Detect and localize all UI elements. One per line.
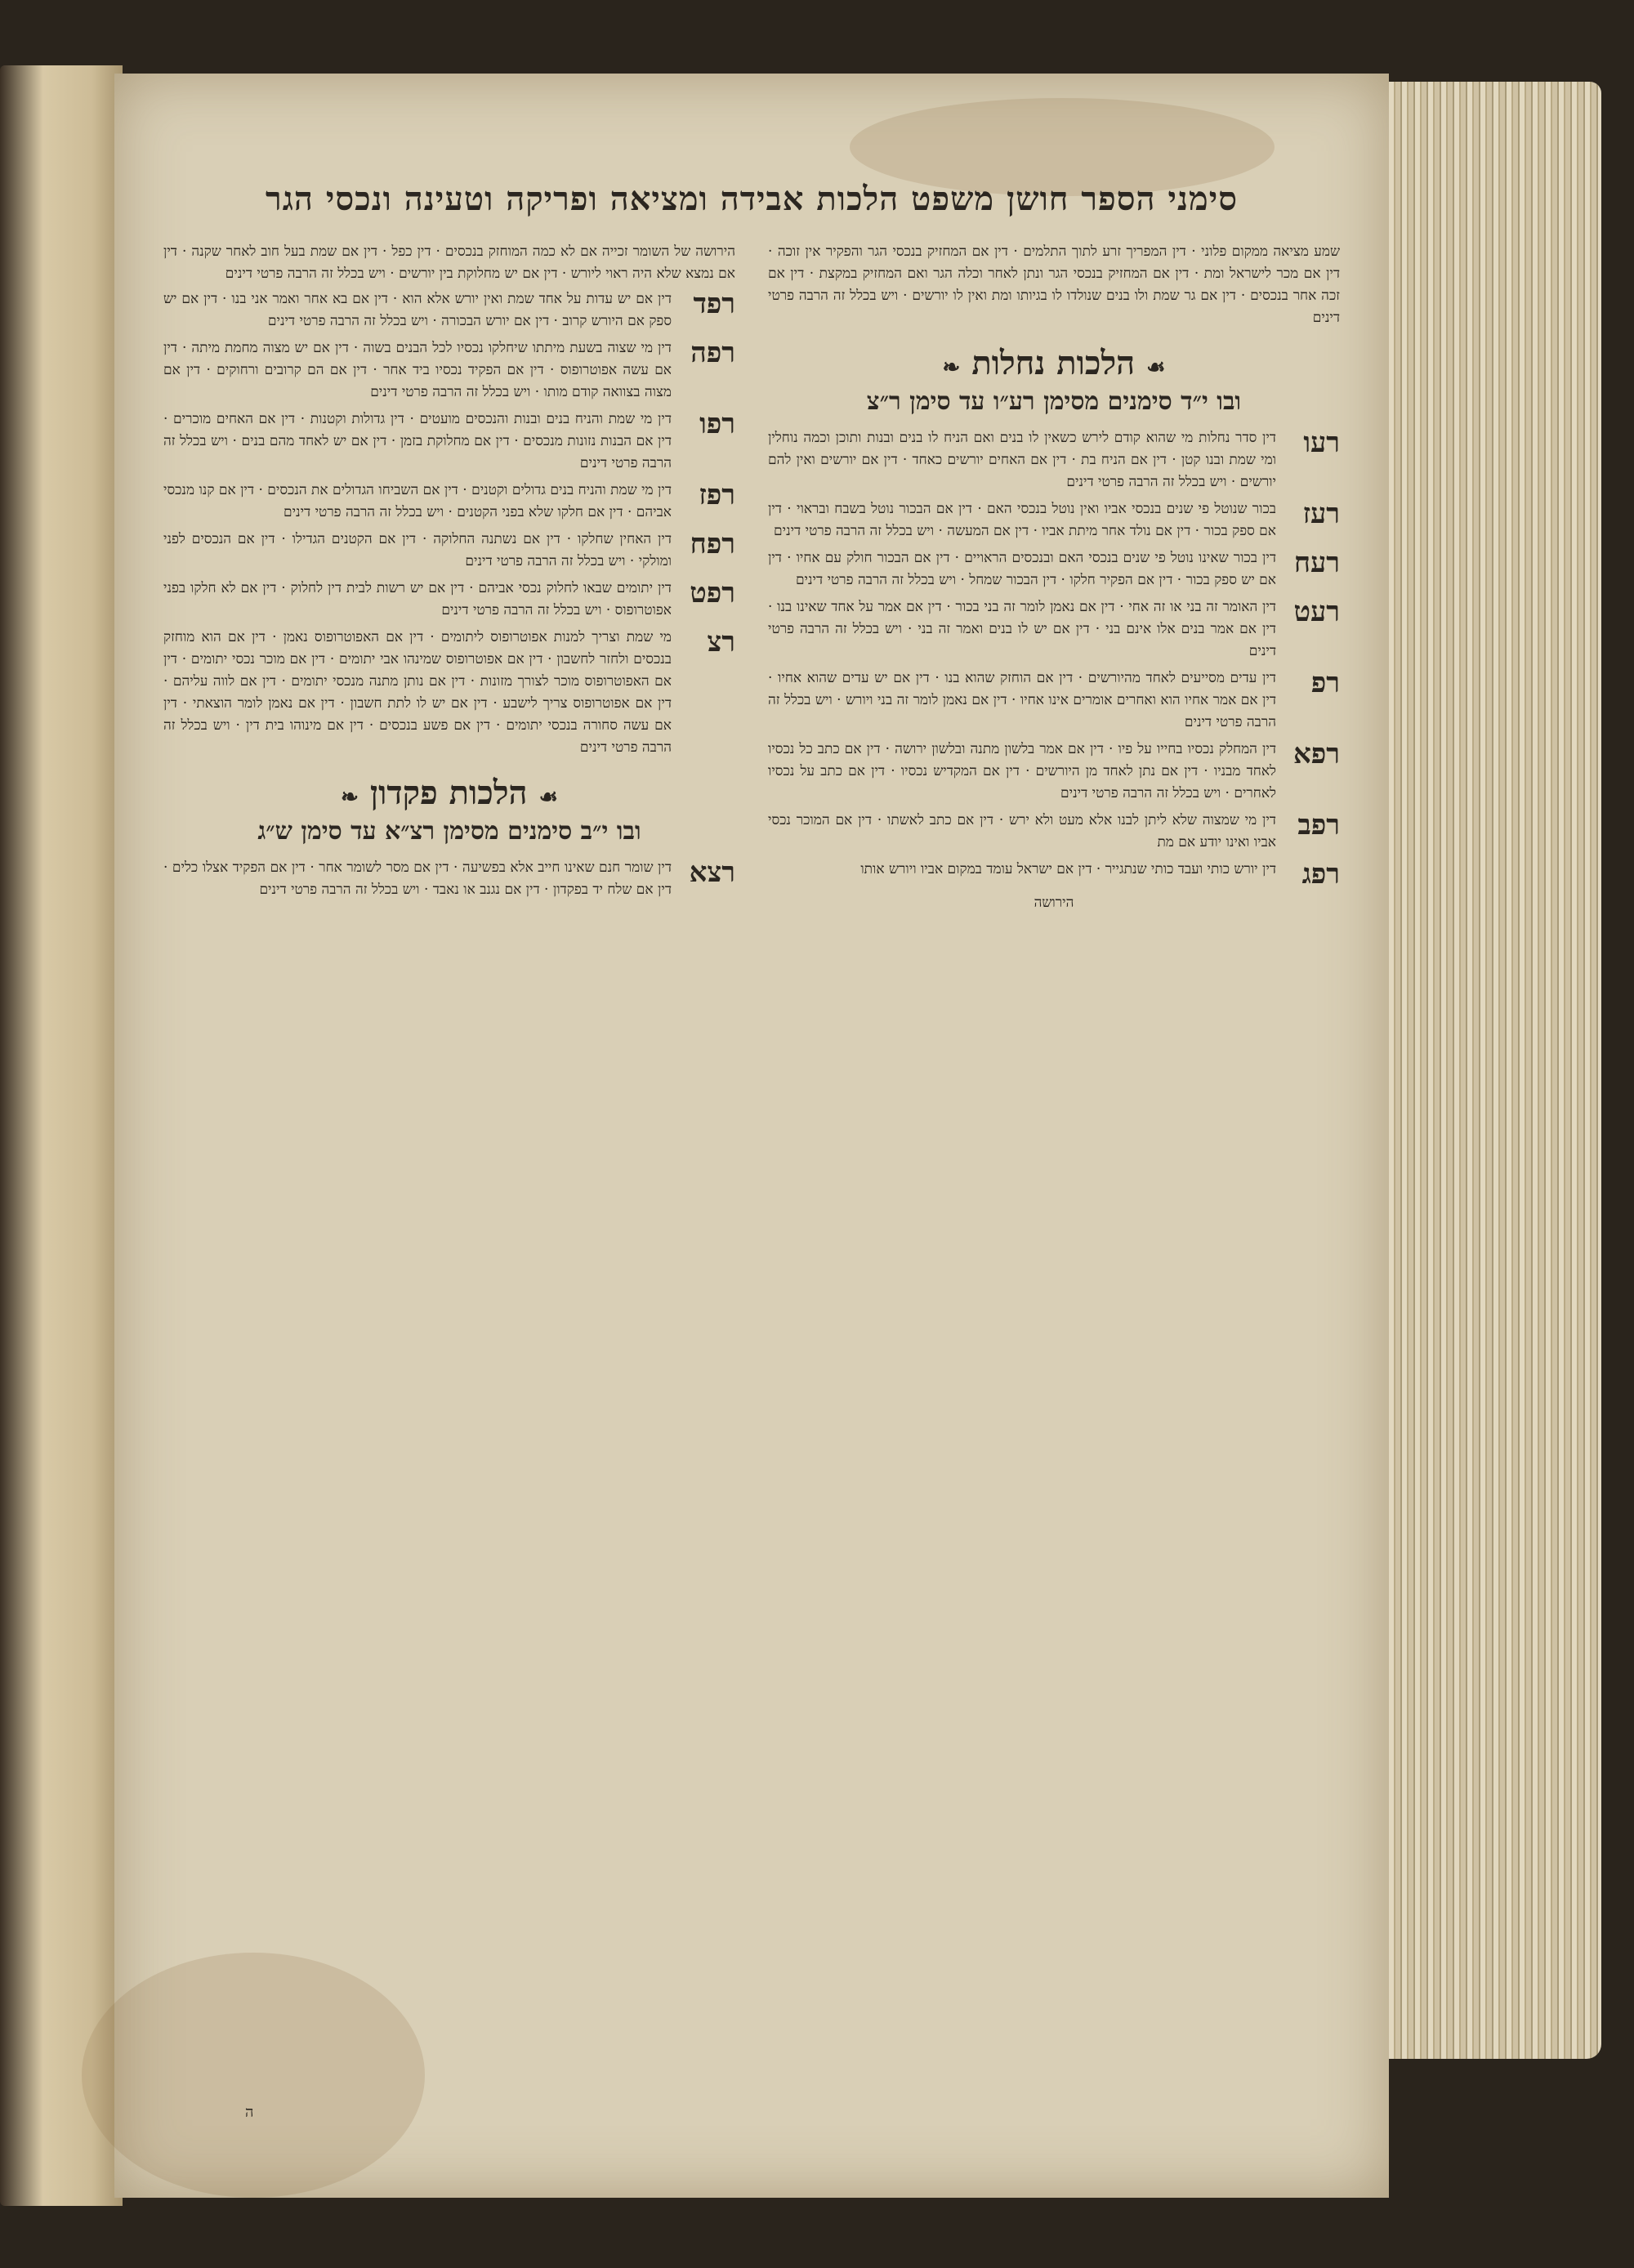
book-binding-left xyxy=(0,65,123,2206)
entry xyxy=(768,596,1340,663)
left-column-intro: הירושה של השומר זכייה אם לא כמה המוחזק בנכסים · דין כפל · דין אם שמת בעל חוב לאחר שקנה · דין אם נמצא שלא היה ראוי ליורש · דין אם יש מחלוקת בין יורשים · ויש בכלל זה הרבה פרטי דינים xyxy=(163,243,735,282)
entry xyxy=(768,667,1340,734)
right-column xyxy=(768,241,1340,2145)
entry-number: רפד xyxy=(693,288,735,320)
entry xyxy=(768,498,1340,542)
entry-number: רפג xyxy=(1301,858,1340,891)
entry xyxy=(163,529,735,573)
entry xyxy=(163,857,735,901)
entry xyxy=(163,288,735,333)
entry-number: רפב xyxy=(1297,809,1340,842)
folio-number: ה xyxy=(245,2104,254,2121)
entry-number: רצ xyxy=(707,626,735,659)
entry xyxy=(163,578,735,622)
section-subheading-pikadon: ובו י״ב סימנים מסימן רצ״א עד סימן ש״ג xyxy=(257,817,641,846)
entry-number: רפ xyxy=(1310,667,1340,699)
entry-text: דין שומר חנם שאינו חייב אלא בפשיעה · דין אם מסר לשומר אחר · דין אם הפקיד אצלו כלים · דין אם שלח יד בפקדון · דין אם נגנב או נאבד · ויש בכלל זה הרבה פרטי דינים xyxy=(163,859,672,898)
entry-text: דין המחלק נכסיו בחייו על פיו · דין אם אמר בלשון מתנה ובלשון ירושה · דין אם כתב כל נכסיו לאחד מבניו · דין אם נתן לאחד מן היורשים · דין אם המקדיש נכסיו · דין אם כתב על נכסיו לאחרים · ויש בכלל זה הרבה פרטי דינים xyxy=(768,741,1276,801)
entry xyxy=(768,739,1340,805)
ornament-icon: ☙ xyxy=(538,785,558,810)
section-subheading-nachalot: ובו י״ד סימנים מסימן רע״ו עד סימן ר״צ xyxy=(866,387,1242,416)
ornament-icon: ❧ xyxy=(942,355,961,380)
entry-text: דין מי שמת והניח בנים גדולים וקטנים · דין אם השביחו הגדולים את הנכסים · דין אם קנו מנכסי אביהם · דין אם חלקו שלא בפני הקטנים · ויש בכלל זה הרבה פרטי דינים xyxy=(163,482,672,520)
left-column xyxy=(163,241,735,2145)
section-heading-pikadon: ☙הלכות פקדון❧ xyxy=(341,774,558,812)
section-heading-nachalot: ☙הלכות נחלות❧ xyxy=(942,344,1166,382)
entry xyxy=(163,480,735,524)
entry xyxy=(163,337,735,404)
entry-text: דין האומר זה בני או זה אחי · דין אם נאמן לומר זה בני בכור · דין אם אמר על אחד שאינו בנו · דין אם אמר בנים אלו אינם בני · דין אם יש לו בנים ואמר זה בני · ויש בכלל זה הרבה פרטי דינים xyxy=(768,599,1276,659)
column-tail-text: הירושה xyxy=(1034,895,1074,911)
entry-number: רפח xyxy=(690,528,735,560)
entry-text: דין סדר נחלות מי שהוא קודם לירש כשאין לו בנים ואם הניח לו בנים ובנות ותוכן וכמה נוחלין ומי שמת ובנו קטן · דין אם הניח בת · דין אם האחים יורשים כאחד · דין אם יורשים ואין להם יורשים · ויש בכלל זה הרבה פרטי דינים xyxy=(768,430,1276,490)
entry xyxy=(163,409,735,475)
entry-text: בכור שנוטל פי שנים בנכסי אביו ואין נוטל בנכסי האם · דין אם הבכור נוטל בשבח ובראוי · דין אם ספק בכור · דין אם נולד אחר מיתת אביו · דין אם המעשה · ויש בכלל זה הרבה פרטי דינים xyxy=(768,501,1276,539)
entry-text: דין עדים מסייעים לאחד מהיורשים · דין אם הוחזק שהוא בנו · דין אם יש עדים שהוא אחיו · דין אם אמר אחיו הוא ואחרים אומרים אינו אחיו · דין אם נאמן לומר זה בני ויורש · ויש בכלל זה הרבה פרטי דינים xyxy=(768,670,1276,730)
entry-number: רפז xyxy=(699,479,735,511)
entry xyxy=(768,547,1340,592)
entry-number: רפו xyxy=(699,408,735,440)
entry-number: רפט xyxy=(690,577,735,609)
entry xyxy=(768,810,1340,854)
entry xyxy=(768,859,1340,890)
ornament-icon: ☙ xyxy=(1146,355,1166,380)
entry-text: מי שמת וצריך למנות אפוטרופוס ליתומים · דין אם האפוטרופוס נאמן · דין אם הוא מוחזק בנכסים ולחזר לחשבון · דין אם אפוטרופוס שמינהו אבי יתומים · דין אם מוכר נכסי יתומים · דין אם האפוטרופוס מוכר לצורך מזונות · דין אם נותן מתנה מנכסי יתומים · דין אם לווה עליהם · דין אם אפוטרופוס צריך לישבע · דין אם יש לו לתת חשבון · דין אם נאמן לומר הוצאתי · דין אם עשה סחורה בנכסי יתומים · דין אם פשע בנכסים · דין אם מינוהו בית דין · ויש בכלל זה הרבה פרטי דינים xyxy=(163,629,672,756)
entry-number: רעו xyxy=(1303,426,1340,459)
entry-text: דין יורש כותי ועבד כותי שנתגייר · דין אם ישראל עומד במקום אביו ויורש אותו xyxy=(860,861,1276,877)
page-content xyxy=(163,172,1340,2165)
entry-number: רעח xyxy=(1293,547,1340,579)
entry-number: רפא xyxy=(1292,738,1340,770)
entry-number: רעז xyxy=(1302,498,1340,530)
entry xyxy=(768,427,1340,493)
entry-text: דין האחין שחלקו · דין אם נשתנה החלוקה · דין אם הקטנים הגדילו · דין אם הנכסים לפני ומולקי · ויש בכלל זה הרבה פרטי דינים xyxy=(163,531,672,569)
book-page xyxy=(114,74,1389,2198)
entry-number: רפה xyxy=(690,337,735,369)
entry-text: דין אם יש עדות על אחד שמת ואין יורש אלא הוא · דין אם בא אחר ואמר אני בנו · דין אם יש ספק אם היורש קרוב · דין אם יורש הבכורה · ויש בכלל זה הרבה פרטי דינים xyxy=(163,291,672,329)
page-title: סימני הספר חושן משפט הלכות אבידה ומציאה ופריקה וטעינה ונכסי הגר xyxy=(266,180,1238,218)
text-columns xyxy=(163,241,1340,2145)
entry-text: דין בכור שאינו נוטל פי שנים בנכסי האם ובנכסים הראויים · דין אם הבכור חולק עם אחיו · דין אם יש ספק בכור · דין אם הפקיר חלקו · דין הבכור שמחל · ויש בכלל זה הרבה פרטי דינים xyxy=(768,550,1276,588)
entry-text: דין מי שמצוה שלא ליתן לבנו אלא מעט ולא ירש · דין אם כתב לאשתו · דין אם המוכר נכסי אביו ואינו יודע אם מת xyxy=(768,812,1276,850)
entry-number: רעט xyxy=(1293,596,1340,628)
page-edges xyxy=(1356,82,1601,2059)
entry-text: דין מי שמת והניח בנים ובנות והנכסים מועטים · דין גדולות וקטנות · דין אם האחים מוכרים · דין אם הבנות נזונות מנכסים · דין אם מחלוקת בזמן · דין אם יש לאחד מהם בנים · ויש בכלל זה הרבה פרטי דינים xyxy=(163,411,672,471)
ornament-icon: ❧ xyxy=(341,785,359,810)
entry xyxy=(163,627,735,759)
right-column-intro: שמע מציאה ממקום פלוני · דין המפריך זרע לתוך התלמים · דין אם המחזיק בנכסי הגר והפקיר אין זוכה · דין אם מכר לישראל ומת · דין אם המחזיק בנכסי הגר ונתן לאחר וכלה הגר ואם המחזיק במקצת · דין אם זכה אחר בנכסים · דין אם גר שמת ולו בנים שנולדו לו בגיותו ומת ואין לו יורשים · ויש בכלל זה הרבה פרטי דינים xyxy=(768,243,1340,326)
entry-text: דין מי שצוה בשעת מיתתו שיחלקו נכסיו לכל הבנים בשוה · דין אם יש מצוה מחמת מיתה · דין אם עשה אפוטרופוס · דין אם הפקיד נכסיו ביד אחר · דין אם הם קרובים ורחוקים · דין אם מצוה בצוואה קודם מותו · ויש בכלל זה הרבה פרטי דינים xyxy=(163,340,672,400)
entry-number: רצא xyxy=(689,856,735,889)
entry-text: דין יתומים שבאו לחלוק נכסי אביהם · דין אם יש רשות לבית דין לחלוק · דין אם לא חלקו בפני אפוטרופוס · ויש בכלל זה הרבה פרטי דינים xyxy=(163,580,672,618)
